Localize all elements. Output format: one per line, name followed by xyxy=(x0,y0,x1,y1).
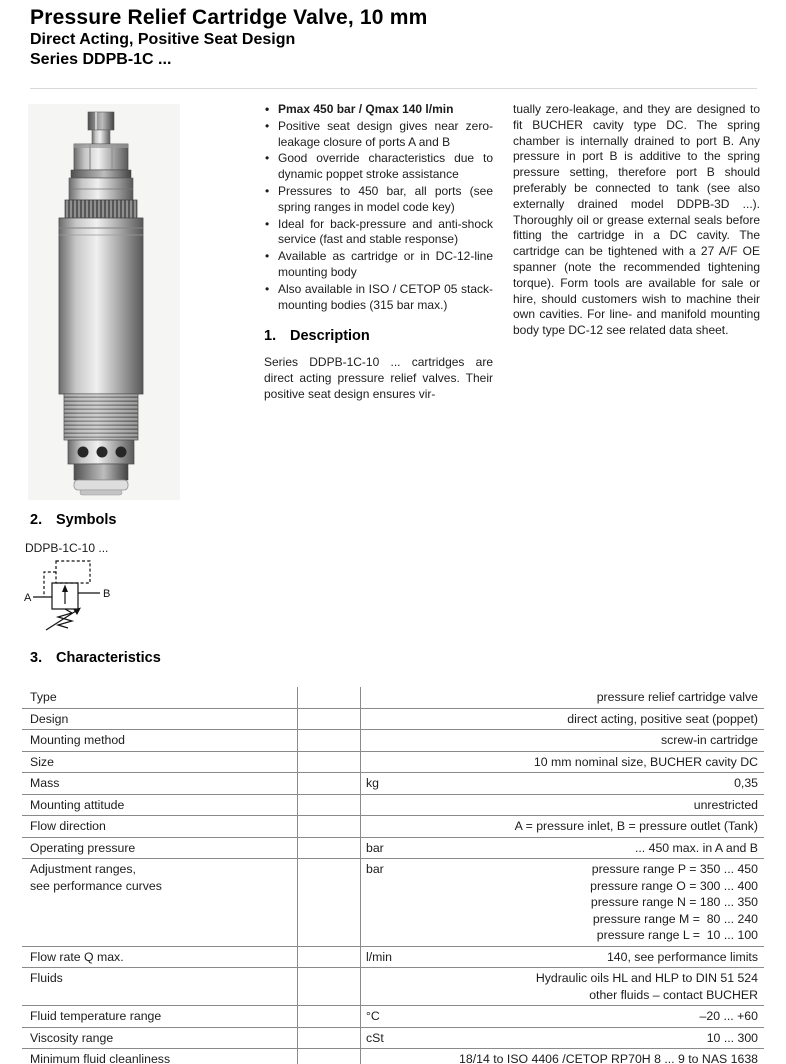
row-property: Type xyxy=(30,690,57,704)
row-value: °C –20 ... +60 xyxy=(360,1006,764,1027)
description-heading xyxy=(264,329,493,345)
row-unit-cell xyxy=(297,947,360,968)
row-property: Flow rate Q max. xyxy=(30,949,124,964)
feature-item: • Pressures to 450 bar, all ports (see spring ranges in model code key) xyxy=(264,184,493,216)
row-unit: bar xyxy=(366,840,384,855)
features-column xyxy=(264,102,493,403)
row-unit: bar xyxy=(366,862,384,876)
row-unit-cell xyxy=(297,1049,360,1064)
hydraulic-symbol xyxy=(22,556,122,636)
row-value: kg 0,35 xyxy=(360,773,764,794)
row-unit-cell xyxy=(297,795,360,816)
description-heading-label: Description xyxy=(290,328,370,345)
row-unit-cell xyxy=(297,1006,360,1027)
row-property: Design xyxy=(30,711,69,726)
row-unit-cell xyxy=(297,816,360,837)
row-unit: cSt xyxy=(366,1030,384,1045)
row-value: screw-in cartridge xyxy=(360,730,764,751)
table-row xyxy=(22,947,764,969)
header xyxy=(30,5,427,70)
row-property: Fluids xyxy=(30,971,63,985)
row-property: Viscosity range xyxy=(30,1030,114,1045)
row-property: Mounting attitude xyxy=(30,797,125,812)
row-unit: kg xyxy=(366,776,379,790)
symbols-heading-label: Symbols xyxy=(56,512,117,528)
feature-list xyxy=(264,102,493,313)
row-unit-cell xyxy=(297,730,360,751)
table-row xyxy=(22,1028,764,1050)
row-unit: l/min xyxy=(366,949,392,964)
row-unit-cell xyxy=(297,773,360,794)
table-row xyxy=(22,795,764,817)
row-value: 18/14 to ISO 4406 /CETOP RP70H 8 ... 9 to NAS 1638 xyxy=(360,1049,764,1064)
characteristics-table xyxy=(22,687,764,1064)
feature-lead: • Pmax 450 bar / Qmax 140 l/min xyxy=(264,102,493,118)
description-column-2 xyxy=(513,102,760,339)
page-subtitle: Direct Acting, Positive Seat Design xyxy=(30,31,296,48)
row-value: direct acting, positive seat (poppet) xyxy=(360,709,764,730)
description-col2: tually zero-leakage, and they are designed to fit BUCHER cavity type DC. The spring chamber is internally drained to port B. Any pressure in port B is additive to the spring pressure setting, therefore port B should preferably be connected to tank (see also externally drained model DDPB-3D ...). Thoroughly oil or grease external seals before fitting the cartridge in a DC cavity. The cartridge can be tightened with a 27 A/F OE spanner (note the recommended tightening torque). Form tools are available for sale or hire, should customers wish to machine their own cavities. For line- and manifold mounting body type DC-12 see related data sheet. xyxy=(513,102,760,338)
table-row xyxy=(22,859,764,947)
row-unit: °C xyxy=(366,1009,380,1023)
row-value: bar ... 450 max. in A and B xyxy=(360,838,764,859)
port-b-label: B xyxy=(103,588,111,600)
row-unit-cell xyxy=(297,1028,360,1049)
symbols-heading xyxy=(30,512,116,528)
table-row xyxy=(22,1049,764,1064)
table-row xyxy=(22,773,764,795)
row-unit-cell xyxy=(297,687,360,708)
symbol-pilot-line xyxy=(44,572,56,597)
row-unit-cell xyxy=(297,752,360,773)
table-row xyxy=(22,752,764,774)
page-title: Pressure Relief Cartridge Valve, 10 mm xyxy=(30,6,428,29)
row-value: 10 mm nominal size, BUCHER cavity DC xyxy=(360,752,764,773)
description-col1: Series DDPB-1C-10 ... cartridges are direct acting pressure relief valves. Their positive seat design ensures vir- xyxy=(264,355,493,401)
row-unit-cell xyxy=(297,968,360,1005)
table-row xyxy=(22,709,764,731)
row-property: Minimum fluid cleanliness xyxy=(30,1052,171,1064)
row-value: A = pressure inlet, B = pressure outlet (Tank) xyxy=(360,816,764,837)
symbol-model-label: DDPB-1C-10 ... xyxy=(25,541,109,555)
row-value: pressure relief cartridge valve xyxy=(360,687,764,708)
row-property: Size xyxy=(30,754,54,769)
row-value: l/min 140, see performance limits xyxy=(360,947,764,968)
table-row xyxy=(22,687,764,709)
row-property: Fluid temperature range xyxy=(30,1009,162,1023)
product-photo xyxy=(28,104,180,500)
row-property: Mass xyxy=(30,776,60,790)
row-property: Adjustment ranges, see performance curves xyxy=(30,862,162,893)
feature-item: • Ideal for back-pressure and anti-shock service (fast and stable response) xyxy=(264,217,493,249)
row-unit-cell xyxy=(297,838,360,859)
feature-item: • Available as cartridge or in DC-12-line mounting body xyxy=(264,249,493,281)
characteristics-heading xyxy=(30,650,161,666)
symbol-dashed-envelope xyxy=(56,561,90,583)
feature-item: • Also available in ISO / CETOP 05 stack-mounting bodies (315 bar max.) xyxy=(264,282,493,314)
header-rule xyxy=(30,88,757,89)
characteristics-heading-number: 3. xyxy=(30,650,43,666)
row-value: bar pressure range P = 350 ... 450 pressure range O = 300 ... 400 pressure range N = 180 ... 350 pressure range M = 80 ... 240 pressure range L = 10 ... 100 xyxy=(360,859,764,946)
table-row xyxy=(22,838,764,860)
feature-item: • Positive seat design gives near zero-leakage closure of ports A and B xyxy=(264,119,493,151)
port-a-label: A xyxy=(24,592,32,604)
table-row xyxy=(22,968,764,1006)
table-row xyxy=(22,730,764,752)
row-property: Mounting method xyxy=(30,733,126,747)
series-title: Series DDPB-1C ... xyxy=(30,51,172,68)
row-value: Hydraulic oils HL and HLP to DIN 51 524 other fluids – contact BUCHER xyxy=(360,968,764,1005)
row-unit-cell xyxy=(297,859,360,946)
symbols-heading-number: 2. xyxy=(30,512,43,528)
row-unit-cell xyxy=(297,709,360,730)
table-row xyxy=(22,1006,764,1028)
row-property: Operating pressure xyxy=(30,840,136,855)
characteristics-heading-label: Characteristics xyxy=(56,650,161,666)
table-row xyxy=(22,816,764,838)
feature-item: • Good override characteristics due to dynamic poppet stroke assistance xyxy=(264,151,493,183)
description-heading-number: 1. xyxy=(264,328,277,345)
row-property: Flow direction xyxy=(30,819,106,833)
row-value: cSt 10 ... 300 xyxy=(360,1028,764,1049)
row-value: unrestricted xyxy=(360,795,764,816)
